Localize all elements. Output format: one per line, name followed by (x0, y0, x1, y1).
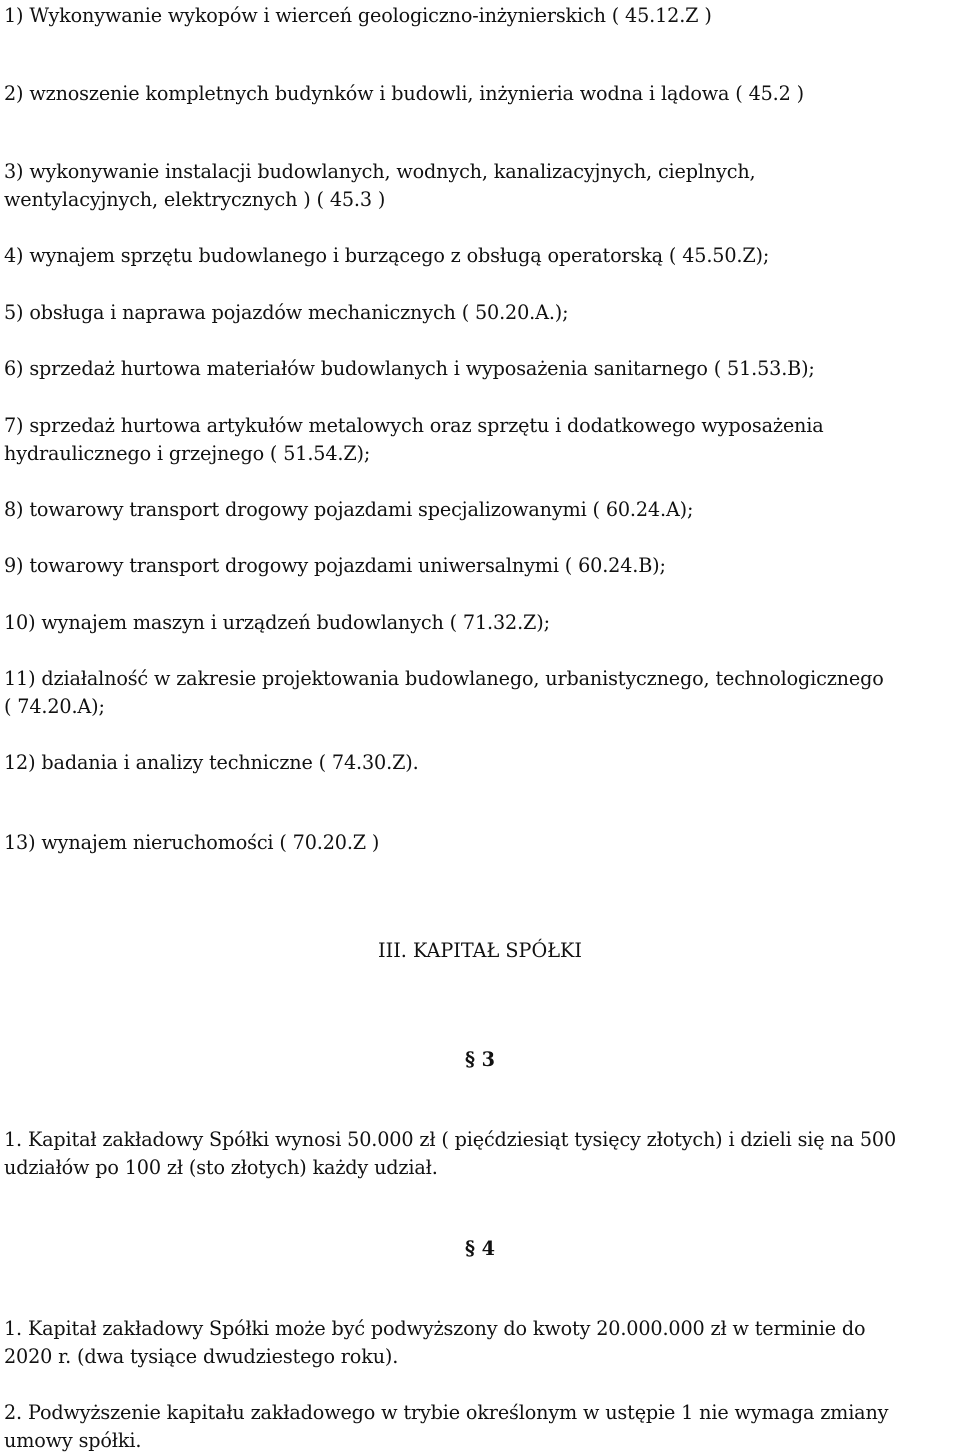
list-item-3-line-1: 3) wykonywanie instalacji budowlanych, wodnych, kanalizacyjnych, cieplnych, (4, 160, 756, 183)
list-item-2: 2) wznoszenie kompletnych budynków i budowli, inżynieria wodna i lądowa ( 45.2 ) (4, 82, 804, 105)
paragraph-4-point-1-line-1: 1. Kapitał zakładowy Spółki może być podwyższony do kwoty 20.000.000 zł w terminie do (4, 1317, 866, 1340)
list-item-5: 5) obsługa i naprawa pojazdów mechanicznych ( 50.20.A.); (4, 301, 569, 324)
list-item-11-line-1: 11) działalność w zakresie projektowania budowlanego, urbanistycznego, technologicznego (4, 667, 884, 690)
paragraph-3-point-1-line-1: 1. Kapitał zakładowy Spółki wynosi 50.000 zł ( pięćdziesiąt tysięcy złotych) i dzieli się na 500 (4, 1128, 897, 1151)
list-item-9: 9) towarowy transport drogowy pojazdami uniwersalnymi ( 60.24.B); (4, 554, 666, 577)
list-item-10: 10) wynajem maszyn i urządzeń budowlanych ( 71.32.Z); (4, 611, 550, 634)
paragraph-3-point-1-line-2: udziałów po 100 zł (sto złotych) każdy udział. (4, 1156, 438, 1179)
list-item-8: 8) towarowy transport drogowy pojazdami specjalizowanymi ( 60.24.A); (4, 498, 694, 521)
paragraph-4-point-2-line-2: umowy spółki. (4, 1429, 142, 1452)
list-item-12: 12) badania i analizy techniczne ( 74.30.Z). (4, 751, 419, 774)
paragraph-4-sign: § 4 (464, 1237, 496, 1260)
paragraph-4-point-1-line-2: 2020 r. (dwa tysiące dwudziestego roku). (4, 1345, 399, 1368)
list-item-4: 4) wynajem sprzętu budowlanego i burzącego z obsługą operatorską ( 45.50.Z); (4, 244, 770, 267)
paragraph-4-point-2-line-1: 2. Podwyższenie kapitału zakładowego w trybie określonym w ustępie 1 nie wymaga zmiany (4, 1401, 889, 1424)
section-title: III. KAPITAŁ SPÓŁKI (378, 939, 582, 962)
list-item-6: 6) sprzedaż hurtowa materiałów budowlanych i wyposażenia sanitarnego ( 51.53.B); (4, 357, 815, 380)
list-item-3-line-2: wentylacyjnych, elektrycznych ) ( 45.3 ) (4, 188, 386, 211)
list-item-1: 1) Wykonywanie wykopów i wierceń geologiczno-inżynierskich ( 45.12.Z ) (4, 4, 712, 27)
list-item-7-line-2: hydraulicznego i grzejnego ( 51.54.Z); (4, 442, 371, 465)
list-item-7-line-1: 7) sprzedaż hurtowa artykułów metalowych oraz sprzętu i dodatkowego wyposażenia (4, 414, 824, 437)
list-item-13: 13) wynajem nieruchomości ( 70.20.Z ) (4, 831, 380, 854)
list-item-11-line-2: ( 74.20.A); (4, 695, 105, 718)
paragraph-3-sign: § 3 (464, 1048, 496, 1071)
